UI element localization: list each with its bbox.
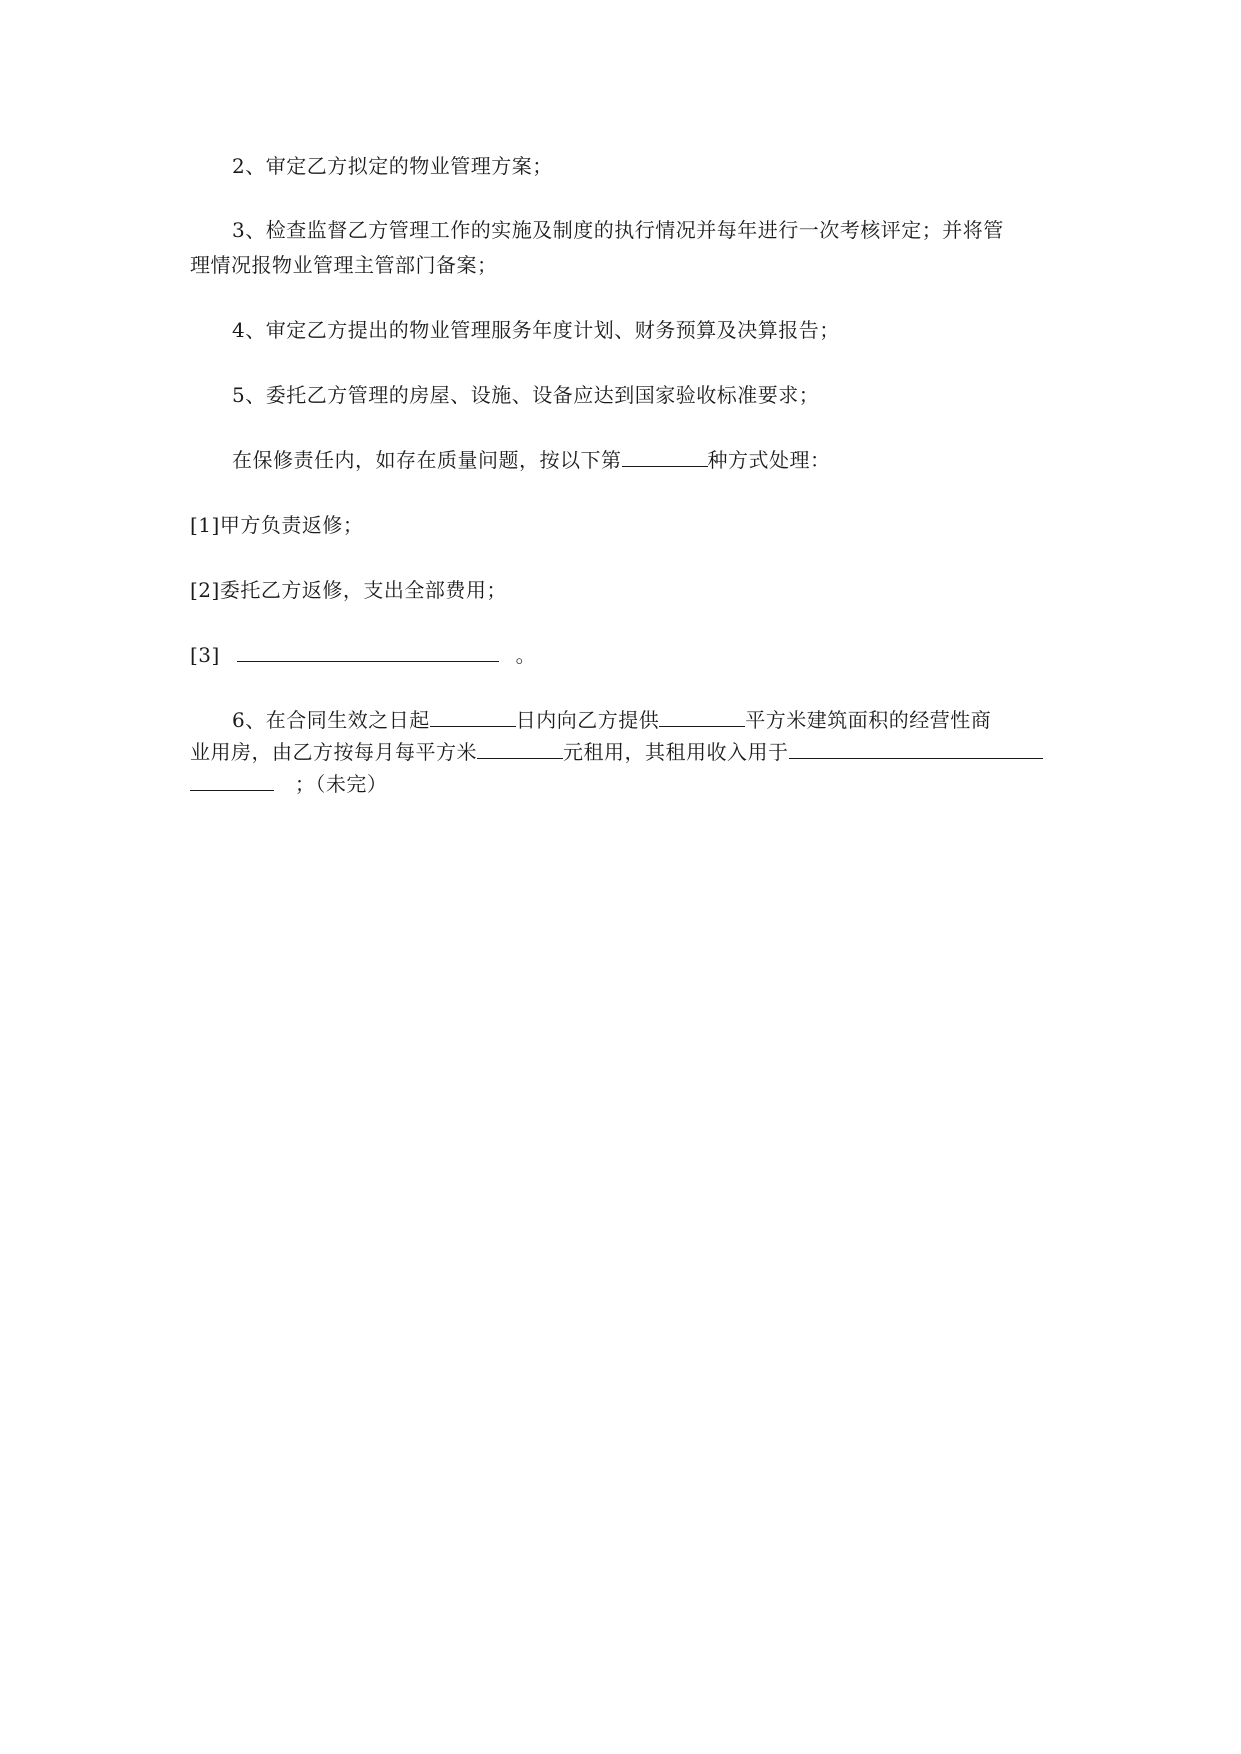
warranty-option-1: [1]甲方负责返修； (190, 513, 364, 537)
warranty-text-before: 在保修责任内，如存在质量问题，按以下第 (232, 448, 622, 472)
item-6-text-4: 业用房，由乙方按每月每平方米 (190, 740, 477, 764)
clause-item-3-line-1: 3、检查监督乙方管理工作的实施及制度的执行情况并每年进行一次考核评定；并将管 (232, 218, 1004, 242)
item-6-text-1: 6、在合同生效之日起 (232, 708, 430, 732)
option-3-blank[interactable] (237, 639, 499, 662)
item-6-text-3: 平方米建筑面积的经营性商 (745, 708, 992, 732)
clause-item-6-line-3 (190, 768, 1065, 800)
area-blank[interactable] (659, 704, 745, 727)
clause-item-6-line-2 (190, 736, 1065, 768)
clause-item-2: 2、审定乙方拟定的物业管理方案； (232, 154, 553, 178)
warranty-text-after: 种方式处理： (707, 448, 831, 472)
rent-blank[interactable] (477, 736, 563, 759)
clause-item-3-line-2: 理情况报物业管理主管部门备案； (190, 253, 498, 277)
days-blank[interactable] (430, 704, 516, 727)
item-6-text-5: 元租用，其租用收入用于 (563, 740, 789, 764)
option-3-period: 。 (515, 643, 537, 667)
warranty-option-blank[interactable] (622, 444, 708, 467)
warranty-option-3 (190, 639, 1065, 671)
warranty-clause (190, 444, 1065, 476)
income-use-blank[interactable] (789, 736, 1043, 759)
income-use-blank-continued[interactable] (190, 768, 274, 791)
clause-item-5: 5、委托乙方管理的房屋、设施、设备应达到国家验收标准要求； (232, 383, 820, 407)
warranty-option-2: [2]委托乙方返修，支出全部费用； (190, 578, 507, 602)
clause-item-4: 4、审定乙方提出的物业管理服务年度计划、财务预算及决算报告； (232, 318, 840, 342)
item-6-end: ；（未完） (294, 772, 388, 796)
option-3-label: [3] (190, 643, 220, 667)
clause-item-6-line-1 (190, 704, 1065, 736)
item-6-text-2: 日内向乙方提供 (515, 708, 660, 732)
